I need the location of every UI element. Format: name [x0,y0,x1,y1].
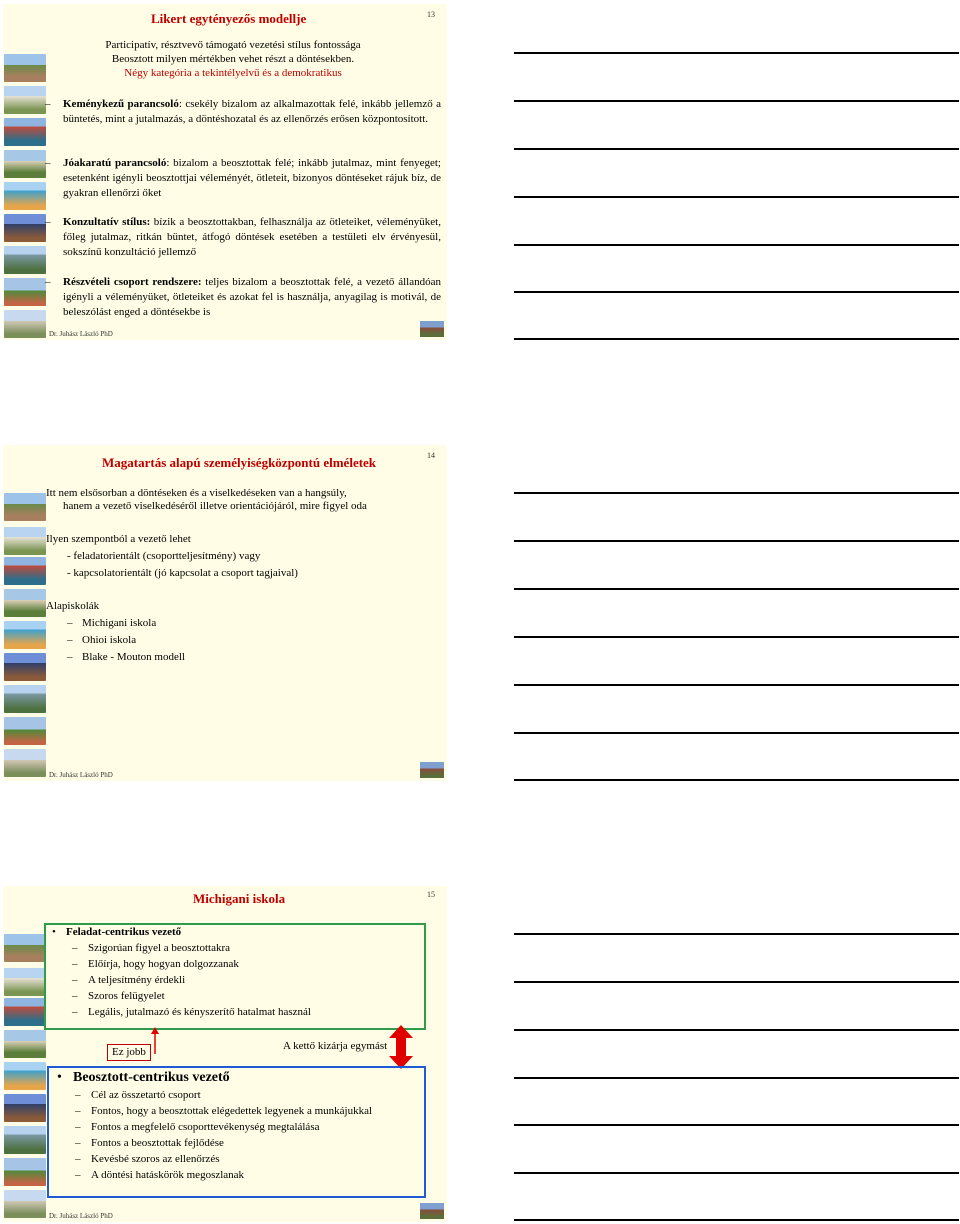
slide-15 [3,886,447,1222]
dash-bullet: – [75,1089,81,1101]
list-item [45,97,441,127]
paragraph [46,486,426,514]
footer-logo [420,321,444,337]
page-number: 13 [427,10,435,19]
page-number: 14 [427,451,435,460]
campus-photo [4,968,46,996]
item-text: Fontos a megfelelő csoporttevékenység megtalálása [91,1121,320,1133]
item-text: Cél az összetartó csoport [91,1089,201,1101]
slide-footer: Dr. Juhász László PhD [49,1212,113,1220]
footer-logo [420,762,444,778]
paragraph-head: Ilyen szempontból a vezető lehet [46,533,191,545]
dash-bullet: – [75,1153,81,1165]
note-line [514,338,959,340]
slide-footer: Dr. Juhász László PhD [49,330,113,338]
campus-photo [4,118,46,146]
list-item [45,156,441,201]
campus-photo [4,653,46,681]
paragraph-line: - feladatorientált (csoportteljesítmény) vagy [67,550,261,562]
item-text: A teljesítmény érdekli [88,974,186,986]
school-name: Michigani iskola [82,617,157,629]
note-line [514,244,959,246]
campus-photo [4,717,46,745]
paragraph-line: hanem a vezető viselkedéséről illetve orientációjáról, mire figyel oda [63,500,367,512]
campus-photo [4,310,46,338]
list-item [52,989,422,1004]
item-text: : csekély bizalom az alkalmazottak felé, inkább jellemző a büntetés, mint a jutalmazás, a döntéshozatal és az ellenőrzés erősen központosított. [63,98,441,125]
better-label: Ez jobb [107,1044,151,1061]
box-content [57,1069,422,1183]
note-line [514,291,959,293]
item-text: teljes bizalom a beosztottak felé, a vezető állandóan igényli a véleményüket, ötleteiket és azokat fel is használja, anyagilag is motivál, de beleszólást enged a döntésekbe is [63,276,441,318]
exclusive-label: A kettő kizárja egymást [283,1040,388,1052]
item-text: Előírja, hogy hogyan dolgozzanak [88,958,239,970]
list-item [57,1088,422,1103]
dash-bullet: – [75,1169,81,1181]
employee-centered-box [47,1066,426,1198]
intro-line: Négy kategória a tekintélyelvű és a demokratikus [124,67,342,79]
dash-bullet: – [67,617,73,629]
list-item [45,275,441,320]
dash-bullet: – [75,1105,81,1117]
heading-text: Feladat-centrikus vezető [66,926,182,938]
item-text: : bizalom a beosztottak felé; inkább jutalmaz, mint fenyeget; esetenként igényli beosztottjai véleményét, ötleteit, bizonyos döntéseket rájuk bíz, de gyakran ellenőrzi őket [63,157,441,199]
heading-text: Beosztott-centrikus vezető [73,1070,230,1085]
list-item [46,616,426,631]
note-line [514,540,959,542]
item-text: A döntési hatáskörök megoszlanak [91,1169,245,1181]
note-lines [514,0,959,1224]
item-text: Fontos a beosztottak fejlődése [91,1137,224,1149]
note-line [514,981,959,983]
note-line [514,1172,959,1174]
campus-photo [4,182,46,210]
note-line [514,196,959,198]
photo-strip [3,886,47,1222]
paragraph-line: Itt nem elsősorban a döntéseken és a viselkedéseken van a hangsúly, [46,487,347,499]
note-line [514,732,959,734]
note-line [514,1029,959,1031]
campus-photo [4,621,46,649]
photo-strip [3,4,47,340]
note-line [514,684,959,686]
slide-title: Likert egytényezős modellje [151,11,307,26]
photo-strip [3,445,47,781]
item-text: Szoros felügyelet [88,990,165,1002]
campus-photo [4,278,46,306]
intro-line: Beosztott milyen mértékben vehet részt a döntésekben. [111,53,355,65]
double-arrow-icon [388,1025,414,1069]
note-line [514,100,959,102]
list-item [57,1136,422,1151]
dash-bullet: – [67,651,73,663]
campus-photo [4,527,46,555]
slide-14 [3,445,447,781]
dash-bullet: – [45,216,51,228]
campus-photo [4,150,46,178]
note-line [514,1219,959,1221]
school-name: Ohioi iskola [82,634,137,646]
campus-photo [4,54,46,82]
box-heading [52,925,422,940]
note-line [514,148,959,150]
dash-bullet: – [72,942,78,954]
dash-bullet: – [45,98,51,110]
note-line [514,636,959,638]
note-line [514,1077,959,1079]
campus-photo [4,557,46,585]
campus-photo [4,214,46,242]
note-line [514,779,959,781]
item-term: Részvételi csoport rendszere: [63,276,202,288]
paragraph [46,532,426,581]
campus-photo [4,246,46,274]
dash-bullet: – [45,157,51,169]
paragraph-head: Alapiskolák [46,600,100,612]
slide-footer: Dr. Juhász László PhD [49,771,113,779]
list-item [52,941,422,956]
list-item [57,1152,422,1167]
up-arrow-icon [149,1026,161,1056]
school-name: Blake - Mouton modell [82,651,185,663]
list-item [57,1168,422,1183]
item-text: Fontos, hogy a beosztottak elégedettek legyenek a munkájukkal [91,1105,373,1117]
note-line [514,492,959,494]
page-number: 15 [427,890,435,899]
list-item [45,215,441,260]
dash-bullet: – [72,974,78,986]
box-content [52,925,422,1020]
list-item [52,973,422,988]
slide-title: Magatartás alapú személyiségközpontú elméletek [102,455,377,470]
item-term: Jóakaratú parancsoló [63,157,167,169]
list-item [46,633,426,648]
dash-bullet: – [45,276,51,288]
item-text: Legális, jutalmazó és kényszerítő hatalmat használ [88,1006,311,1018]
campus-photo [4,934,46,962]
item-text: bízik a beosztottakban, felhasználja az ötleteiket, véleményüket, főleg jutalmaz, ritkán büntet, átfogó döntések esetében a testületi elv érvényesül, sokszínű konzultáció jellemző [63,216,441,258]
intro-block [83,38,383,81]
campus-photo [4,1190,46,1218]
campus-photo [4,86,46,114]
note-line [514,52,959,54]
list-item [52,957,422,972]
item-text: Kevésbé szoros az ellenőrzés [91,1153,220,1165]
campus-photo [4,1158,46,1186]
note-line [514,933,959,935]
dash-bullet: – [75,1121,81,1133]
dash-bullet: – [72,1006,78,1018]
note-line [514,1124,959,1126]
campus-photo [4,1126,46,1154]
footer-logo [420,1203,444,1219]
campus-photo [4,685,46,713]
campus-photo [4,589,46,617]
campus-photo [4,1030,46,1058]
dash-bullet: – [72,958,78,970]
campus-photo [4,1094,46,1122]
task-centered-box [44,923,426,1030]
campus-photo [4,998,46,1026]
dash-bullet: – [72,990,78,1002]
slide-title: Michigani iskola [193,891,286,906]
item-text: Szigorúan figyel a beosztottakra [88,942,231,954]
paragraph-line: - kapcsolatorientált (jó kapcsolat a csoport tagjaival) [67,567,298,579]
slide-13 [3,4,447,340]
item-term: Keménykezű parancsoló [63,98,179,110]
list-item [57,1120,422,1135]
list-item [46,650,426,665]
paragraph [46,599,426,665]
note-line [514,588,959,590]
campus-photo [4,1062,46,1090]
campus-photo [4,493,46,521]
dash-bullet: – [75,1137,81,1149]
list-item [57,1104,422,1119]
campus-photo [4,749,46,777]
box-heading [57,1069,422,1087]
item-term: Konzultatív stílus: [63,216,151,228]
list-item [52,1005,422,1020]
bullet: • [52,926,56,938]
intro-line: Participatív, résztvevő támogató vezetési stílus fontossága [105,39,361,51]
bullet: • [57,1070,62,1085]
dash-bullet: – [67,634,73,646]
